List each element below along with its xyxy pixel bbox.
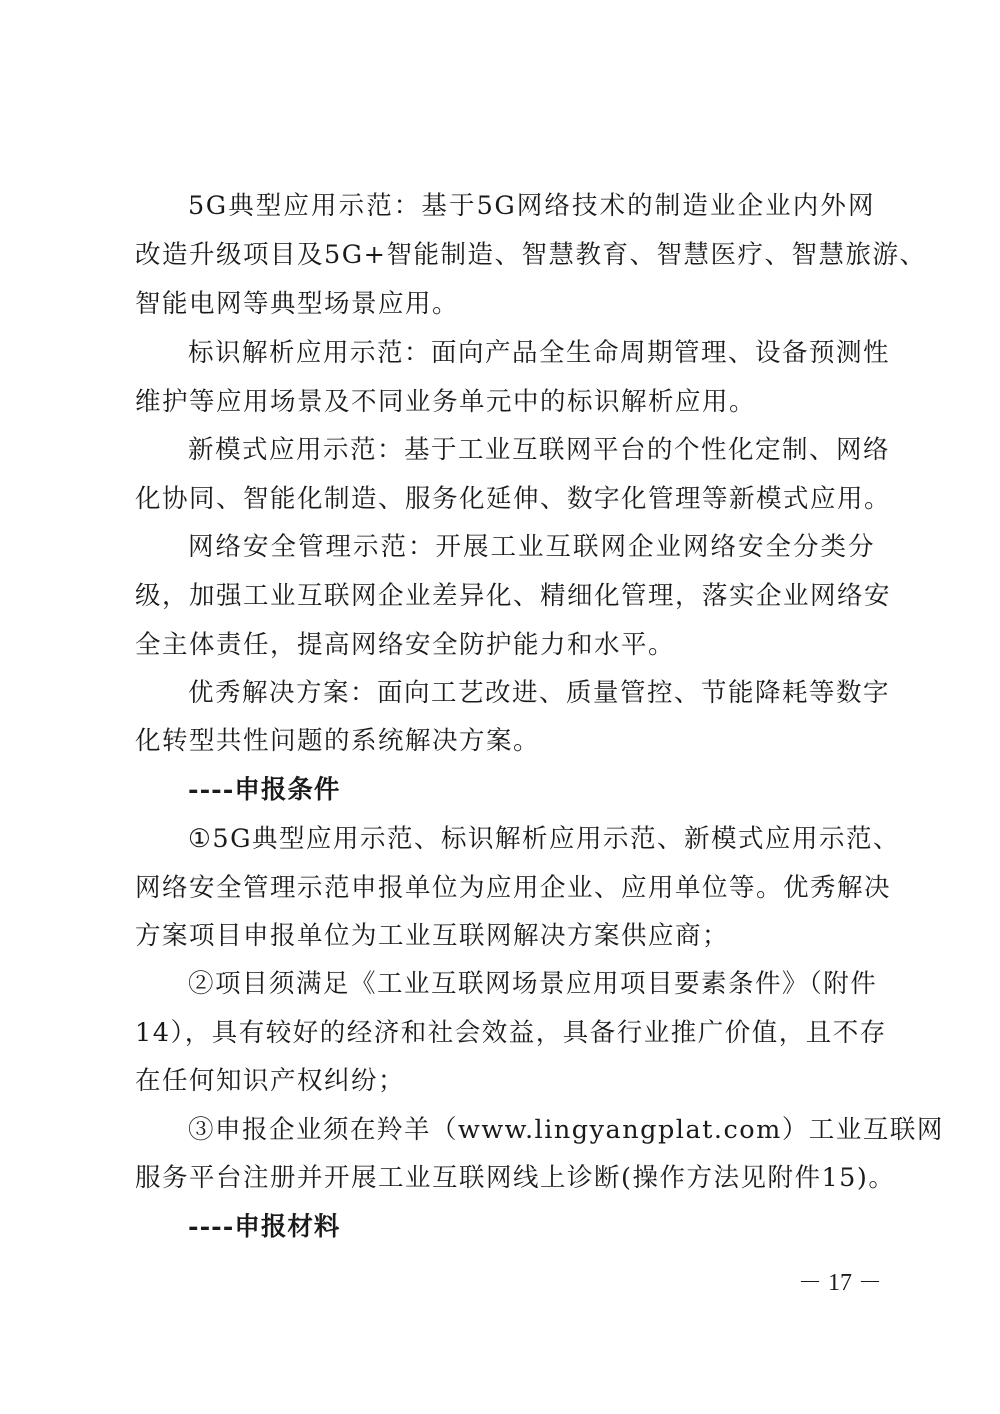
condition-1-line-2: 网络安全管理示范申报单位为应用企业、应用单位等。优秀解决 xyxy=(135,873,892,903)
paragraph-security-line-2: 级，加强工业互联网企业差异化、精细化管理，落实企业网络安 xyxy=(135,581,892,611)
condition-2-line-1: ②项目须满足《工业互联网场景应用项目要素条件》（附件 xyxy=(188,969,878,999)
condition-3-line-1: ③申报企业须在羚羊（www.lingyangplat.com）工业互联网 xyxy=(188,1115,944,1145)
condition-1-line-1: ①5G典型应用示范、标识解析应用示范、新模式应用示范、 xyxy=(188,824,900,854)
paragraph-5g-line-3: 智能电网等典型场景应用。 xyxy=(135,289,460,319)
paragraph-new-mode-line-1: 新模式应用示范：基于工业互联网平台的个性化定制、网络 xyxy=(188,435,891,465)
condition-3-line-2: 服务平台注册并开展工业互联网线上诊断(操作方法见附件15)。 xyxy=(135,1163,896,1193)
paragraph-identifier-line-2: 维护等应用场景及不同业务单元中的标识解析应用。 xyxy=(135,387,757,417)
heading-materials: ----申报材料 xyxy=(188,1212,341,1242)
paragraph-5g-line-1: 5G典型应用示范：基于5G网络技术的制造业企业内外网 xyxy=(188,191,875,221)
paragraph-identifier-line-1: 标识解析应用示范：面向产品全生命周期管理、设备预测性 xyxy=(188,338,891,368)
heading-conditions: ----申报条件 xyxy=(188,775,341,805)
condition-2-line-2: 14），具有较好的经济和社会效益，具备行业推广价值，且不存 xyxy=(135,1018,887,1048)
paragraph-solution-line-1: 优秀解决方案：面向工艺改进、质量管控、节能降耗等数字 xyxy=(188,678,891,708)
paragraph-new-mode-line-2: 化协同、智能化制造、服务化延伸、数字化管理等新模式应用。 xyxy=(135,484,892,514)
paragraph-solution-line-2: 化转型共性问题的系统解决方案。 xyxy=(135,726,541,756)
paragraph-security-line-3: 全主体责任，提高网络安全防护能力和水平。 xyxy=(135,630,676,660)
condition-1-line-3: 方案项目申报单位为工业互联网解决方案供应商； xyxy=(135,921,730,951)
paragraph-security-line-1: 网络安全管理示范：开展工业互联网企业网络安全分类分 xyxy=(188,532,875,562)
condition-2-line-3: 在任何知识产权纠纷； xyxy=(135,1066,406,1096)
page-number: － 17 － xyxy=(798,1270,882,1296)
paragraph-5g-line-2: 改造升级项目及5G+智能制造、智慧教育、智慧医疗、智慧旅游、 xyxy=(135,240,927,270)
